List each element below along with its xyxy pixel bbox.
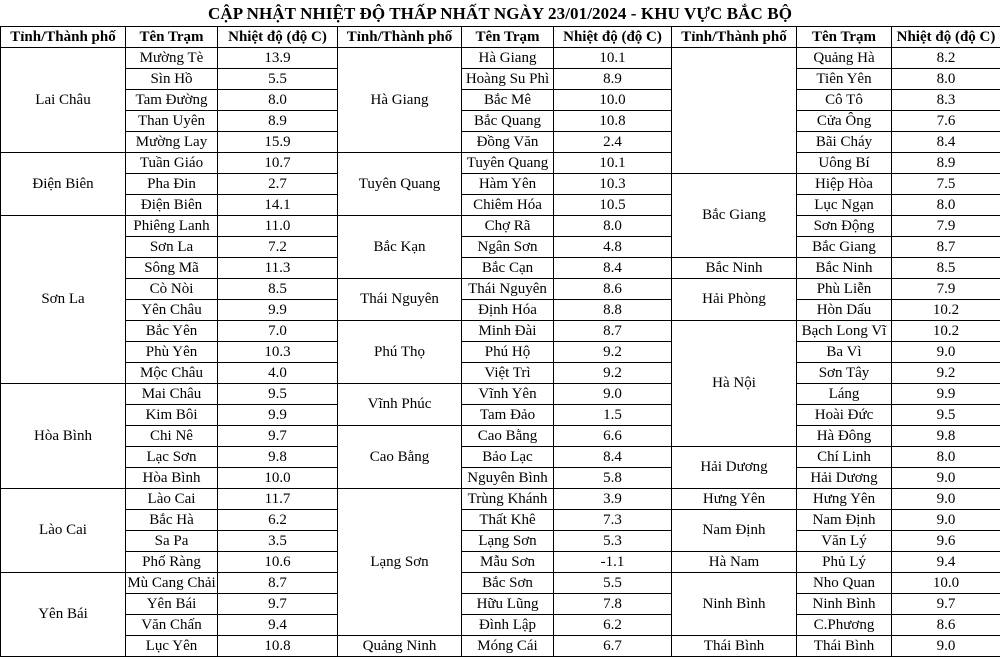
station-cell: Nguyên Bình bbox=[462, 468, 554, 489]
table-row bbox=[1, 300, 1000, 321]
table-row bbox=[1, 132, 1000, 153]
temperature-cell: 9.9 bbox=[218, 300, 338, 321]
temperature-cell: 8.0 bbox=[892, 447, 1000, 468]
table-row bbox=[1, 426, 1000, 447]
station-cell: C.Phương bbox=[797, 615, 892, 636]
temperature-cell: 10.2 bbox=[892, 321, 1000, 342]
table-row bbox=[1, 468, 1000, 489]
temperature-cell: 9.7 bbox=[218, 594, 338, 615]
temperature-cell: 8.5 bbox=[892, 258, 1000, 279]
station-cell: Tiên Yên bbox=[797, 69, 892, 90]
table-row bbox=[1, 447, 1000, 468]
temperature-cell: 10.0 bbox=[218, 468, 338, 489]
station-cell: Định Hóa bbox=[462, 300, 554, 321]
station-cell: Mẫu Sơn bbox=[462, 552, 554, 573]
temperature-cell: 8.7 bbox=[554, 321, 672, 342]
station-cell: Sơn Động bbox=[797, 216, 892, 237]
temperature-cell: 9.9 bbox=[892, 384, 1000, 405]
temperature-cell: 6.7 bbox=[554, 636, 672, 657]
temperature-cell: 10.2 bbox=[892, 300, 1000, 321]
station-cell: Mai Châu bbox=[126, 384, 218, 405]
temperature-cell: 4.0 bbox=[218, 363, 338, 384]
table-row bbox=[1, 195, 1000, 216]
province-cell: Nam Định bbox=[672, 510, 797, 552]
temperature-cell: 7.3 bbox=[554, 510, 672, 531]
temperature-cell: 8.0 bbox=[892, 69, 1000, 90]
temperature-cell: 9.0 bbox=[892, 636, 1000, 657]
station-cell: Bắc Hà bbox=[126, 510, 218, 531]
temperature-cell: 1.5 bbox=[554, 405, 672, 426]
temperature-cell: -1.1 bbox=[554, 552, 672, 573]
station-cell: Chiêm Hóa bbox=[462, 195, 554, 216]
temperature-cell: 5.5 bbox=[554, 573, 672, 594]
table-row bbox=[1, 279, 1000, 300]
station-cell: Uông Bí bbox=[797, 153, 892, 174]
temperature-cell: 8.9 bbox=[892, 153, 1000, 174]
station-cell: Than Uyên bbox=[126, 111, 218, 132]
station-cell: Bắc Cạn bbox=[462, 258, 554, 279]
temperature-cell: 4.8 bbox=[554, 237, 672, 258]
station-cell: Mù Cang Chải bbox=[126, 573, 218, 594]
table-row bbox=[1, 531, 1000, 552]
header-temp: Nhiệt độ (độ C) bbox=[892, 27, 1000, 48]
temperature-cell: 9.8 bbox=[218, 447, 338, 468]
temperature-cell: 9.7 bbox=[218, 426, 338, 447]
temperature-cell: 8.4 bbox=[554, 258, 672, 279]
station-cell: Bãi Cháy bbox=[797, 132, 892, 153]
station-cell: Kim Bôi bbox=[126, 405, 218, 426]
station-cell: Tam Đường bbox=[126, 90, 218, 111]
station-cell: Sa Pa bbox=[126, 531, 218, 552]
station-cell: Chi Nê bbox=[126, 426, 218, 447]
temperature-cell: 7.2 bbox=[218, 237, 338, 258]
temperature-cell: 10.7 bbox=[218, 153, 338, 174]
station-cell: Cô Tô bbox=[797, 90, 892, 111]
station-cell: Hòn Dấu bbox=[797, 300, 892, 321]
province-cell: Lào Cai bbox=[1, 489, 126, 573]
station-cell: Bảo Lạc bbox=[462, 447, 554, 468]
temperature-cell: 10.5 bbox=[554, 195, 672, 216]
temperature-cell: 8.8 bbox=[554, 300, 672, 321]
header-temp: Nhiệt độ (độ C) bbox=[218, 27, 338, 48]
temperature-cell: 9.2 bbox=[892, 363, 1000, 384]
temperature-cell: 8.4 bbox=[892, 132, 1000, 153]
station-cell: Sông Mã bbox=[126, 258, 218, 279]
station-cell: Đình Lập bbox=[462, 615, 554, 636]
station-cell: Láng bbox=[797, 384, 892, 405]
province-cell: Thái Bình bbox=[672, 636, 797, 657]
temperature-cell: 8.2 bbox=[892, 48, 1000, 69]
station-cell: Nho Quan bbox=[797, 573, 892, 594]
station-cell: Bắc Giang bbox=[797, 237, 892, 258]
header-station: Tên Trạm bbox=[126, 27, 218, 48]
province-cell: Hưng Yên bbox=[672, 489, 797, 510]
province-cell: Yên Bái bbox=[1, 573, 126, 657]
temperature-cell: 9.0 bbox=[554, 384, 672, 405]
table-row bbox=[1, 636, 1000, 657]
temperature-cell: 8.4 bbox=[554, 447, 672, 468]
temperature-cell: 10.1 bbox=[554, 153, 672, 174]
station-cell: Chợ Rã bbox=[462, 216, 554, 237]
temperature-cell: 9.6 bbox=[892, 531, 1000, 552]
station-cell: Bắc Quang bbox=[462, 111, 554, 132]
station-cell: Thái Bình bbox=[797, 636, 892, 657]
temperature-cell: 11.0 bbox=[218, 216, 338, 237]
temperature-cell: 13.9 bbox=[218, 48, 338, 69]
province-cell: Vĩnh Phúc bbox=[338, 384, 462, 426]
table-row bbox=[1, 90, 1000, 111]
station-cell: Bắc Yên bbox=[126, 321, 218, 342]
station-cell: Nam Định bbox=[797, 510, 892, 531]
temperature-cell: 3.5 bbox=[218, 531, 338, 552]
station-cell: Sìn Hồ bbox=[126, 69, 218, 90]
station-cell: Phù Liễn bbox=[797, 279, 892, 300]
temperature-cell: 5.5 bbox=[218, 69, 338, 90]
temperature-cell: 7.0 bbox=[218, 321, 338, 342]
province-cell: Phú Thọ bbox=[338, 321, 462, 384]
temperature-cell: 9.7 bbox=[892, 594, 1000, 615]
temperature-cell: 3.9 bbox=[554, 489, 672, 510]
station-cell: Văn Lý bbox=[797, 531, 892, 552]
station-cell: Phú Hộ bbox=[462, 342, 554, 363]
table-row bbox=[1, 510, 1000, 531]
station-cell: Tuyên Quang bbox=[462, 153, 554, 174]
station-cell: Bạch Long Vĩ bbox=[797, 321, 892, 342]
station-cell: Lạng Sơn bbox=[462, 531, 554, 552]
table-row bbox=[1, 615, 1000, 636]
station-cell: Sơn Tây bbox=[797, 363, 892, 384]
header-station: Tên Trạm bbox=[462, 27, 554, 48]
temperature-cell: 9.0 bbox=[892, 489, 1000, 510]
temperature-cell: 9.4 bbox=[892, 552, 1000, 573]
province-cell: Sơn La bbox=[1, 216, 126, 384]
temperature-cell: 8.6 bbox=[554, 279, 672, 300]
temperature-cell: 8.9 bbox=[218, 111, 338, 132]
table-row bbox=[1, 363, 1000, 384]
province-cell: Điện Biên bbox=[1, 153, 126, 216]
table-body bbox=[1, 48, 1000, 657]
temperature-cell: 9.0 bbox=[892, 342, 1000, 363]
station-cell: Văn Chấn bbox=[126, 615, 218, 636]
temperature-cell: 9.0 bbox=[892, 510, 1000, 531]
table-row bbox=[1, 153, 1000, 174]
temperature-cell: 5.3 bbox=[554, 531, 672, 552]
temperature-table bbox=[0, 26, 1000, 657]
station-cell: Pha Đin bbox=[126, 174, 218, 195]
station-cell: Minh Đài bbox=[462, 321, 554, 342]
table-row bbox=[1, 384, 1000, 405]
temperature-cell: 10.3 bbox=[218, 342, 338, 363]
table-row bbox=[1, 342, 1000, 363]
temperature-cell: 11.7 bbox=[218, 489, 338, 510]
temperature-cell: 10.8 bbox=[554, 111, 672, 132]
table-row bbox=[1, 69, 1000, 90]
station-cell: Tam Đảo bbox=[462, 405, 554, 426]
temperature-cell: 9.5 bbox=[892, 405, 1000, 426]
temperature-cell: 10.1 bbox=[554, 48, 672, 69]
station-cell: Phố Ràng bbox=[126, 552, 218, 573]
station-cell: Lạc Sơn bbox=[126, 447, 218, 468]
province-cell: Ninh Bình bbox=[672, 573, 797, 636]
page-title: CẬP NHẬT NHIỆT ĐỘ THẤP NHẤT NGÀY 23/01/2024 - KHU VỰC BẮC BỘ bbox=[207, 4, 793, 23]
temperature-cell: 7.9 bbox=[892, 279, 1000, 300]
province-cell: Lạng Sơn bbox=[338, 489, 462, 636]
temperature-cell: 8.0 bbox=[892, 195, 1000, 216]
station-cell: Hưng Yên bbox=[797, 489, 892, 510]
station-cell: Sơn La bbox=[126, 237, 218, 258]
station-cell: Việt Trì bbox=[462, 363, 554, 384]
temperature-cell: 7.8 bbox=[554, 594, 672, 615]
province-cell: Hà Giang bbox=[338, 48, 462, 153]
temperature-cell: 7.9 bbox=[892, 216, 1000, 237]
station-cell: Hiệp Hòa bbox=[797, 174, 892, 195]
temperature-cell: 9.2 bbox=[554, 363, 672, 384]
province-cell: Bắc Kạn bbox=[338, 216, 462, 279]
station-cell: Trùng Khánh bbox=[462, 489, 554, 510]
temperature-cell: 9.2 bbox=[554, 342, 672, 363]
station-cell: Hà Đông bbox=[797, 426, 892, 447]
temperature-cell: 2.4 bbox=[554, 132, 672, 153]
station-cell: Mường Tè bbox=[126, 48, 218, 69]
temperature-cell: 8.6 bbox=[892, 615, 1000, 636]
province-cell: Quảng Ninh bbox=[338, 636, 462, 657]
station-cell: Cửa Ông bbox=[797, 111, 892, 132]
temperature-cell: 15.9 bbox=[218, 132, 338, 153]
province-cell bbox=[672, 48, 797, 174]
temperature-cell: 8.9 bbox=[554, 69, 672, 90]
temperature-cell: 9.5 bbox=[218, 384, 338, 405]
temperature-cell: 9.0 bbox=[892, 468, 1000, 489]
station-cell: Lục Yên bbox=[126, 636, 218, 657]
station-cell: Chí Linh bbox=[797, 447, 892, 468]
table-row bbox=[1, 216, 1000, 237]
province-cell: Lai Châu bbox=[1, 48, 126, 153]
header-province: Tỉnh/Thành phố bbox=[672, 27, 797, 48]
station-cell: Phủ Lý bbox=[797, 552, 892, 573]
table-row bbox=[1, 552, 1000, 573]
header-row bbox=[1, 27, 1000, 48]
station-cell: Điện Biên bbox=[126, 195, 218, 216]
temperature-cell: 9.4 bbox=[218, 615, 338, 636]
header-temp: Nhiệt độ (độ C) bbox=[554, 27, 672, 48]
province-cell: Bắc Giang bbox=[672, 174, 797, 258]
table-row bbox=[1, 237, 1000, 258]
table-row bbox=[1, 48, 1000, 69]
temperature-cell: 8.3 bbox=[892, 90, 1000, 111]
temperature-cell: 8.0 bbox=[554, 216, 672, 237]
temperature-cell: 6.2 bbox=[554, 615, 672, 636]
station-cell: Phù Yên bbox=[126, 342, 218, 363]
station-cell: Mộc Châu bbox=[126, 363, 218, 384]
table-row bbox=[1, 174, 1000, 195]
temperature-cell: 10.6 bbox=[218, 552, 338, 573]
station-cell: Tuần Giáo bbox=[126, 153, 218, 174]
station-cell: Hòa Bình bbox=[126, 468, 218, 489]
station-cell: Ninh Bình bbox=[797, 594, 892, 615]
station-cell: Lào Cai bbox=[126, 489, 218, 510]
station-cell: Quảng Hà bbox=[797, 48, 892, 69]
temperature-cell: 9.9 bbox=[218, 405, 338, 426]
table-row bbox=[1, 321, 1000, 342]
temperature-cell: 8.5 bbox=[218, 279, 338, 300]
temperature-cell: 5.8 bbox=[554, 468, 672, 489]
temperature-cell: 10.0 bbox=[554, 90, 672, 111]
station-cell: Yên Châu bbox=[126, 300, 218, 321]
temperature-cell: 11.3 bbox=[218, 258, 338, 279]
temperature-cell: 10.3 bbox=[554, 174, 672, 195]
station-cell: Hoàng Su Phì bbox=[462, 69, 554, 90]
temperature-cell: 7.5 bbox=[892, 174, 1000, 195]
temperature-cell: 14.1 bbox=[218, 195, 338, 216]
station-cell: Móng Cái bbox=[462, 636, 554, 657]
temperature-cell: 6.6 bbox=[554, 426, 672, 447]
temperature-cell: 7.6 bbox=[892, 111, 1000, 132]
station-cell: Mường Lay bbox=[126, 132, 218, 153]
header-station: Tên Trạm bbox=[797, 27, 892, 48]
station-cell: Thất Khê bbox=[462, 510, 554, 531]
station-cell: Ngân Sơn bbox=[462, 237, 554, 258]
province-cell: Cao Bằng bbox=[338, 426, 462, 489]
temperature-cell: 2.7 bbox=[218, 174, 338, 195]
province-cell: Tuyên Quang bbox=[338, 153, 462, 216]
province-cell: Thái Nguyên bbox=[338, 279, 462, 321]
station-cell: Hải Dương bbox=[797, 468, 892, 489]
station-cell: Hữu Lũng bbox=[462, 594, 554, 615]
header-province: Tỉnh/Thành phố bbox=[1, 27, 126, 48]
station-cell: Cò Nòi bbox=[126, 279, 218, 300]
temperature-cell: 8.7 bbox=[892, 237, 1000, 258]
table-row bbox=[1, 573, 1000, 594]
station-cell: Vĩnh Yên bbox=[462, 384, 554, 405]
temperature-cell: 9.8 bbox=[892, 426, 1000, 447]
station-cell: Lục Ngạn bbox=[797, 195, 892, 216]
province-cell: Hải Phòng bbox=[672, 279, 797, 321]
temperature-cell: 8.0 bbox=[218, 90, 338, 111]
province-cell: Hà Nam bbox=[672, 552, 797, 573]
table-row bbox=[1, 405, 1000, 426]
station-cell: Bắc Mê bbox=[462, 90, 554, 111]
station-cell: Yên Bái bbox=[126, 594, 218, 615]
table-row bbox=[1, 489, 1000, 510]
station-cell: Đồng Văn bbox=[462, 132, 554, 153]
temperature-cell: 6.2 bbox=[218, 510, 338, 531]
table-row bbox=[1, 258, 1000, 279]
temperature-cell: 8.7 bbox=[218, 573, 338, 594]
temperature-cell: 10.0 bbox=[892, 573, 1000, 594]
station-cell: Bắc Sơn bbox=[462, 573, 554, 594]
station-cell: Hàm Yên bbox=[462, 174, 554, 195]
temperature-cell: 10.8 bbox=[218, 636, 338, 657]
province-cell: Hải Dương bbox=[672, 447, 797, 489]
station-cell: Cao Bằng bbox=[462, 426, 554, 447]
province-cell: Bắc Ninh bbox=[672, 258, 797, 279]
station-cell: Thái Nguyên bbox=[462, 279, 554, 300]
table-row bbox=[1, 111, 1000, 132]
table-row bbox=[1, 594, 1000, 615]
station-cell: Phiêng Lanh bbox=[126, 216, 218, 237]
province-cell: Hà Nội bbox=[672, 321, 797, 447]
station-cell: Ba Vì bbox=[797, 342, 892, 363]
station-cell: Hoài Đức bbox=[797, 405, 892, 426]
header-province: Tỉnh/Thành phố bbox=[338, 27, 462, 48]
station-cell: Hà Giang bbox=[462, 48, 554, 69]
station-cell: Bắc Ninh bbox=[797, 258, 892, 279]
province-cell: Hòa Bình bbox=[1, 384, 126, 489]
